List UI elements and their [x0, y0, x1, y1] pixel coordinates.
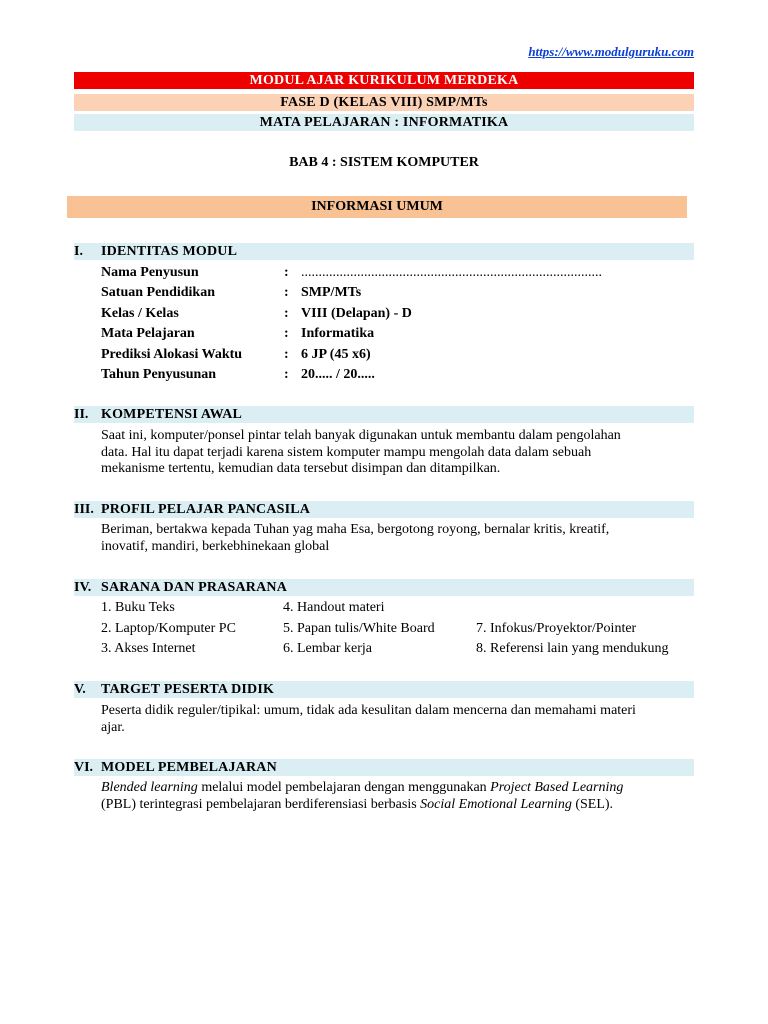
- paragraph-text: melalui model pembelajaran dengan menggunakan: [197, 780, 491, 795]
- facility-item: 4. Handout materi: [283, 600, 385, 615]
- section-title: MODEL PEMBELAJARAN: [101, 760, 277, 775]
- facility-item: 3. Akses Internet: [101, 641, 196, 656]
- section-title: IDENTITAS MODUL: [101, 244, 238, 259]
- identity-label: Satuan Pendidikan: [101, 285, 215, 300]
- facility-item: 5. Papan tulis/White Board: [283, 621, 435, 636]
- section-model-header: [74, 759, 694, 776]
- chapter-title: BAB 4 : SISTEM KOMPUTER: [289, 155, 479, 170]
- section-number: VI.: [74, 760, 94, 775]
- paragraph-line: mekanisme tertentu, kemudian data tersebut disimpan dan ditampilkan.: [101, 461, 501, 476]
- paragraph-line: [101, 797, 701, 814]
- identity-colon: :: [284, 367, 289, 382]
- module-title-banner: MODUL AJAR KURIKULUM MERDEKA: [74, 72, 694, 89]
- identity-colon: :: [284, 347, 289, 362]
- paragraph-text: (SEL).: [571, 796, 614, 812]
- section-identitas-header: [74, 243, 694, 260]
- paragraph-line: Beriman, bertakwa kepada Tuhan yag maha Esa, bergotong royong, bernalar kritis, kreatif,: [101, 522, 610, 537]
- identity-value: SMP/MTs: [301, 285, 362, 300]
- paragraph-text: (PBL) terintegrasi pembelajaran berdiferensiasi berbasis: [101, 796, 421, 812]
- section-kompetensi-header: [74, 406, 694, 423]
- identity-colon: :: [284, 265, 289, 280]
- section-title: TARGET PESERTA DIDIK: [101, 682, 275, 697]
- section-title: KOMPETENSI AWAL: [101, 407, 243, 422]
- kompetensi-paragraph: [101, 428, 701, 478]
- identity-colon: :: [284, 326, 289, 341]
- phase-banner: FASE D (KELAS VIII) SMP/MTs: [74, 94, 694, 111]
- facility-item: 2. Laptop/Komputer PC: [101, 621, 236, 636]
- model-paragraph: [101, 780, 701, 813]
- identity-value: ......................................................................................: [301, 265, 602, 280]
- identity-label: Tahun Penyusunan: [101, 367, 217, 382]
- facility-item: 7. Infokus/Proyektor/Pointer: [476, 621, 637, 636]
- facility-item: 6. Lembar kerja: [283, 641, 373, 656]
- identity-colon: :: [284, 306, 289, 321]
- paragraph-line: [101, 780, 701, 797]
- identity-label: Nama Penyusun: [101, 265, 199, 280]
- identity-value: VIII (Delapan) - D: [301, 306, 412, 321]
- section-number: II.: [74, 407, 89, 422]
- paragraph-line: inovatif, mandiri, berkebhinekaan global: [101, 538, 330, 554]
- target-paragraph: [101, 703, 701, 736]
- identity-label: Kelas / Kelas: [101, 306, 179, 321]
- website-link[interactable]: https://www.modulguruku.com: [528, 44, 694, 59]
- section-profil-header: [74, 501, 694, 518]
- section-number: V.: [74, 682, 86, 697]
- identity-label: Prediksi Alokasi Waktu: [101, 347, 243, 362]
- paragraph-line: data. Hal itu dapat terjadi karena sistem komputer mampu mengolah data dalam sebuah: [101, 444, 592, 460]
- section-title: PROFIL PELAJAR PANCASILA: [101, 502, 311, 517]
- identity-value: Informatika: [301, 326, 375, 341]
- paragraph-line: Peserta didik reguler/tipikal: umum, tidak ada kesulitan dalam mencerna dan memahami materi: [101, 703, 636, 718]
- section-target-header: [74, 681, 694, 698]
- identity-value: 20..... / 20.....: [301, 367, 375, 382]
- identity-colon: :: [284, 285, 289, 300]
- paragraph-line: ajar.: [101, 719, 125, 735]
- identity-label: Mata Pelajaran: [101, 326, 195, 341]
- italic-term: Blended learning: [101, 780, 198, 795]
- facility-item: 8. Referensi lain yang mendukung: [476, 641, 669, 656]
- section-number: III.: [74, 502, 94, 517]
- italic-term: Social Emotional Learning: [420, 796, 572, 812]
- info-heading: INFORMASI UMUM: [67, 196, 687, 218]
- italic-term: Project Based Learning: [490, 780, 624, 795]
- subject-banner: MATA PELAJARAN : INFORMATIKA: [74, 114, 694, 131]
- facility-item: 1. Buku Teks: [101, 600, 175, 615]
- profil-paragraph: [101, 522, 701, 555]
- identity-value: 6 JP (45 x6): [301, 347, 371, 362]
- section-number: I.: [74, 244, 83, 259]
- section-number: IV.: [74, 580, 92, 595]
- section-sarana-header: [74, 579, 694, 596]
- section-title: SARANA DAN PRASARANA: [101, 580, 288, 595]
- paragraph-line: Saat ini, komputer/ponsel pintar telah banyak digunakan untuk membantu dalam pengolahan: [101, 428, 621, 443]
